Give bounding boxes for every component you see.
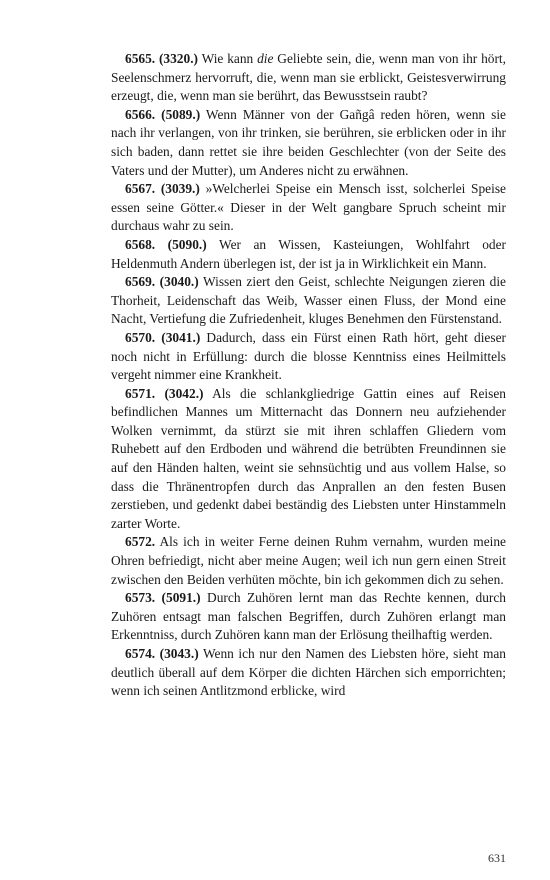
entry-6572 [111,533,506,589]
entry-text: Als die schlankgliedrige Gattin eines auf Reisen befindlichen Mannes um Mitternacht das Donnern neu aufziehender Wolken vernimmt, da stürzt sie mit ihren schlaffen Gliedern vom Ruhebett auf den Erdboden und während die betrübten Freundinnen sie auf den Händen halten, weint sie sehnsüchtig und aus vollem Halse, so dass die Thränentropfen durch das Anprallen an den festen Busen zerstieben, und gedenkt dabei beständig des Liebsten unter Hinstammeln zarter Worte. [111,385,507,531]
entry-number: 6566. (5089.) [125,106,201,122]
entry-text: Durch Zuhören lernt man das Rechte kennen, durch Zuhören entsagt man falschen Begriffen, durch Zuhören erlangt man Erkenntniss, durch Zuhören kann man der Erlösung theilhaftig werden. [111,590,506,643]
entry-number: 6571. (3042.) [125,385,204,401]
page-body [111,50,506,701]
entry-6569 [111,273,506,329]
entry-text: Wenn ich nur den Namen des Liebsten höre, sieht man deutlich überall auf dem Körper die dichten Härchen sich emporrichten; wenn ich seinen Antlitzmond erblicke, wird [111,646,507,699]
entry-6573 [111,589,506,645]
entry-6571 [111,385,506,534]
entry-number: 6569. (3040.) [125,274,199,290]
entry-number: 6570. (3041.) [125,329,201,345]
emphasis-word: die [257,51,274,66]
entry-number: 6572. [125,534,156,550]
entry-text: Wissen ziert den Geist, schlechte Neigungen zieren die Thorheit, Leidenschaft das Weib, Wasser einen Fluss, der Mond eine Nacht, Vertiefung die Zufriedenheit, kluges Benehmen den Fürstenstand. [111,274,507,327]
entry-6566 [111,106,506,180]
entry-number: 6565. (3320.) [125,51,199,66]
entry-6568 [111,236,506,273]
entry-text: Geliebte sein, die, wenn man von ihr hört, Seelenschmerz hervorruft, die, wenn man sie erblickt, Geistesverwirrung erzeugt, die, wenn man sie berührt, das Bewusstsein raubt? [111,51,507,104]
entry-text: Wenn Männer von der Gañgâ reden hören, wenn sie nach ihr verlangen, von ihr trinken, sie berühren, sie erblicken oder in ihr sich baden, dann rettet sie ihre beiden Geschlechter (von der Seite des Vaters und der Mutter), um Anderes nicht zu erwähnen. [111,106,506,178]
entry-text: Wer an Wissen, Kasteiungen, Wohlfahrt oder Heldenmuth Andern überlegen ist, der ist ja in Wirklichkeit ein Mann. [111,236,507,271]
entry-text: »Welcherlei Speise ein Mensch isst, solcherlei Speise essen seine Götter.« Dieser in der Welt gangbare Spruch scheint mir durchaus wahr zu sein. [111,181,507,234]
entry-text-start: Wie kann [201,51,258,66]
entry-text: Als ich in weiter Ferne deinen Ruhm vernahm, wurden meine Ohren befriedigt, nicht aber meine Augen; weil ich nun gern einen Streit zwischen den Beiden verhüten möchte, bin ich gekommen dich zu sehen. [111,534,506,587]
entry-6574 [111,645,506,701]
entry-number: 6567. (3039.) [125,181,200,197]
entry-6570 [111,329,506,385]
entry-text: Dadurch, dass ein Fürst einen Rath hört, geht dieser noch nicht in Erfüllung: durch die blosse Kenntniss eines Heilmittels vergeht nimmer eine Krankheit. [111,329,506,383]
page-number: 631 [488,851,506,865]
entry-6565 [111,50,506,106]
entry-number: 6573. (5091.) [125,590,201,606]
entry-number: 6574. (3043.) [125,646,199,661]
entry-6567 [111,180,506,236]
entry-number: 6568. (5090.) [125,236,207,252]
